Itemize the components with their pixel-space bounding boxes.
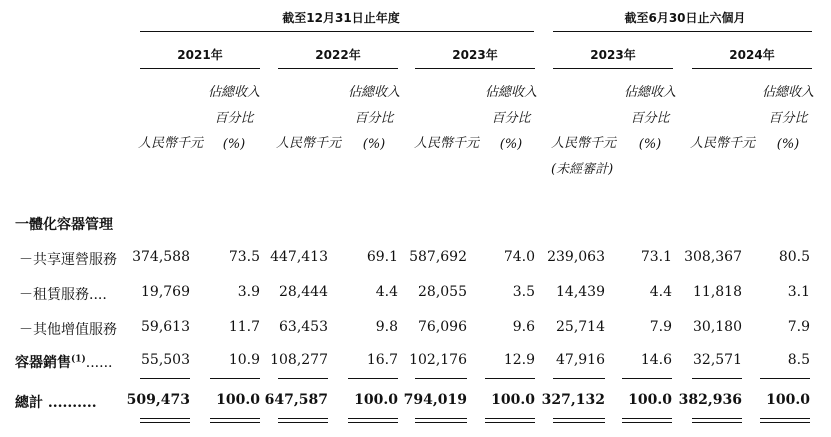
double-rule-top	[348, 418, 398, 419]
footnote-marker: (1)	[71, 354, 86, 365]
cell: 4.4	[649, 284, 672, 300]
cell: 28,055	[418, 284, 467, 300]
pct-header-line3: (%)	[362, 137, 386, 152]
cell: 10.9	[228, 352, 260, 368]
cell: 587,692	[409, 249, 467, 265]
fy-group-header: 截至12月31日止年度	[282, 11, 400, 25]
pct-header-2023-h1	[620, 80, 680, 158]
cell: 3.1	[787, 284, 810, 300]
subtotal-rule	[553, 378, 605, 379]
pct-header-2021	[204, 80, 264, 158]
double-rule-top	[485, 418, 535, 419]
double-rule-bottom	[622, 422, 672, 423]
cell: 308,367	[684, 249, 742, 265]
subtotal-rule	[622, 378, 672, 379]
cell: 74.0	[503, 249, 535, 265]
double-rule-bottom	[278, 422, 328, 423]
cell: 73.1	[640, 249, 672, 265]
cell: 12.9	[503, 352, 535, 368]
year-rule-2023-h1	[553, 68, 673, 69]
cell: 30,180	[693, 319, 742, 335]
double-rule-bottom	[692, 422, 742, 423]
double-rule-bottom	[210, 422, 260, 423]
cell: 7.9	[787, 319, 810, 335]
cell: 19,769	[141, 284, 190, 300]
cell: 4.4	[375, 284, 398, 300]
cell: 7.9	[649, 319, 672, 335]
year-rule-2022	[278, 68, 398, 69]
cell: 9.8	[375, 319, 398, 335]
pct-header-line1: 佔總收入	[347, 85, 400, 100]
year-header-2023-h1: 2023年	[590, 48, 636, 62]
total-cell: 509,473	[126, 392, 190, 408]
cell: 108,277	[270, 352, 328, 368]
double-rule-bottom	[485, 422, 535, 423]
cell: 16.7	[366, 352, 398, 368]
pct-header-line1: 佔總收入	[484, 85, 537, 100]
cell: 76,096	[418, 319, 467, 335]
double-rule-bottom	[348, 422, 398, 423]
pct-header-2022	[344, 80, 404, 158]
subtotal-rule	[210, 378, 260, 379]
rmb-header-2023: 人民幣千元	[414, 136, 480, 151]
double-rule-bottom	[415, 422, 467, 423]
double-rule-top	[210, 418, 260, 419]
pct-header-line2: 百分比	[491, 111, 531, 126]
cell: 28,444	[279, 284, 328, 300]
cell: 47,916	[556, 352, 605, 368]
cell: 80.5	[778, 249, 810, 265]
cell: 73.5	[228, 249, 260, 265]
total-cell: 100.0	[766, 392, 810, 408]
subtotal-rule	[348, 378, 398, 379]
subtotal-rule	[278, 378, 328, 379]
cell: 63,453	[279, 319, 328, 335]
row-label-container-sales	[15, 352, 112, 372]
double-rule-bottom	[760, 422, 810, 423]
pct-header-line3: (%)	[638, 137, 662, 152]
rmb-header-2023-h1: 人民幣千元	[551, 136, 617, 151]
double-rule-bottom	[140, 422, 190, 423]
rmb-header-2024-h1: 人民幣千元	[690, 136, 756, 151]
subtotal-rule	[692, 378, 742, 379]
pct-header-2024-h1	[758, 80, 818, 158]
hy-group-rule	[553, 31, 812, 32]
pct-header-line2: 百分比	[214, 111, 254, 126]
cell: 55,503	[141, 352, 190, 368]
year-rule-2024-h1	[692, 68, 812, 69]
total-cell: 382,936	[678, 392, 742, 408]
cell: 3.9	[237, 284, 260, 300]
row-label-other-vas: －其他增值服務	[19, 322, 117, 338]
pct-header-line2: 百分比	[630, 111, 670, 126]
total-cell: 100.0	[491, 392, 535, 408]
pct-header-line3: (%)	[499, 137, 523, 152]
leader-dots: ......	[85, 355, 113, 371]
rmb-header-2021: 人民幣千元	[138, 136, 204, 151]
double-rule-top	[553, 418, 605, 419]
cell: 69.1	[366, 249, 398, 265]
double-rule-top	[760, 418, 810, 419]
double-rule-top	[278, 418, 328, 419]
cell: 25,714	[556, 319, 605, 335]
container-sales-label: 容器銷售	[15, 355, 71, 371]
row-label-leasing: －租賃服務....	[19, 287, 107, 303]
pct-header-2023	[481, 80, 541, 158]
year-header-2022: 2022年	[315, 48, 361, 62]
fy-group-rule	[140, 31, 534, 32]
cell: 11,818	[693, 284, 742, 300]
pct-header-line3: (%)	[776, 137, 800, 152]
pct-header-line1: 佔總收入	[207, 85, 260, 100]
subtotal-rule	[415, 378, 467, 379]
row-label-total: 總計 ..........	[15, 395, 97, 411]
year-rule-2021	[140, 68, 260, 69]
cell: 102,176	[409, 352, 467, 368]
cell: 239,063	[547, 249, 605, 265]
cell: 447,413	[270, 249, 328, 265]
cell: 14,439	[556, 284, 605, 300]
cell: 11.7	[228, 319, 260, 335]
year-header-2023: 2023年	[452, 48, 498, 62]
cell: 8.5	[787, 352, 810, 368]
cell: 3.5	[512, 284, 535, 300]
cell: 14.6	[640, 352, 672, 368]
pct-header-line3: (%)	[222, 137, 246, 152]
total-cell: 100.0	[354, 392, 398, 408]
cell: 374,588	[132, 249, 190, 265]
cell: 9.6	[512, 319, 535, 335]
subtotal-rule	[140, 378, 190, 379]
year-header-2021: 2021年	[177, 48, 223, 62]
double-rule-top	[622, 418, 672, 419]
cell: 32,571	[693, 352, 742, 368]
row-label-shared-ops: －共享運營服務	[19, 252, 117, 268]
section-label: 一體化容器管理	[15, 217, 113, 233]
subtotal-rule	[485, 378, 535, 379]
cell: 59,613	[141, 319, 190, 335]
total-cell: 100.0	[628, 392, 672, 408]
double-rule-top	[415, 418, 467, 419]
total-cell: 327,132	[541, 392, 605, 408]
hy-group-header: 截至6月30日止六個月	[624, 11, 746, 25]
total-cell: 100.0	[216, 392, 260, 408]
total-cell: 794,019	[403, 392, 467, 408]
pct-header-line1: 佔總收入	[761, 85, 814, 100]
double-rule-top	[692, 418, 742, 419]
pct-header-line2: 百分比	[354, 111, 394, 126]
rmb-header-2022: 人民幣千元	[276, 136, 342, 151]
double-rule-bottom	[553, 422, 605, 423]
double-rule-top	[140, 418, 190, 419]
unaudited-note: (未經審計)	[551, 162, 614, 177]
year-header-2024-h1: 2024年	[729, 48, 775, 62]
total-cell: 647,587	[264, 392, 328, 408]
pct-header-line1: 佔總收入	[623, 85, 676, 100]
pct-header-line2: 百分比	[768, 111, 808, 126]
year-rule-2023	[415, 68, 535, 69]
subtotal-rule	[760, 378, 810, 379]
